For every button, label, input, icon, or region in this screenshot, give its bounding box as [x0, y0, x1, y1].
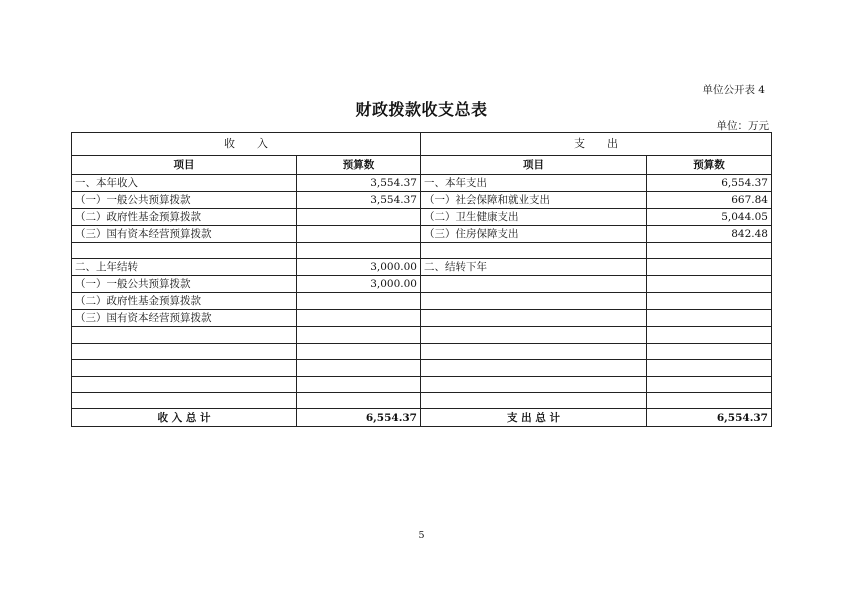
- expense-item-cell: 一、本年支出: [421, 175, 647, 192]
- income-amount-cell: 3,554.37: [297, 175, 421, 192]
- income-item-cell: （一）一般公共预算拨款: [72, 276, 297, 293]
- income-item-cell: 一、本年收入: [72, 175, 297, 192]
- table-row: [72, 343, 772, 359]
- income-amount-cell: [297, 360, 421, 376]
- table-row: [72, 327, 772, 343]
- expense-total-value: 6,554.37: [647, 409, 772, 427]
- income-amount-cell: [297, 243, 421, 259]
- expense-amount-cell: [647, 310, 772, 327]
- expense-amount-cell: [647, 243, 772, 259]
- expense-item-header: 项目: [421, 156, 647, 175]
- column-header-row: [72, 156, 772, 175]
- expense-amount-cell: 5,044.05: [647, 209, 772, 226]
- income-section-header: 收 入: [72, 133, 421, 156]
- expense-amount-cell: [647, 376, 772, 392]
- income-amount-cell: [297, 376, 421, 392]
- expense-amount-cell: [647, 343, 772, 359]
- table-row: [72, 360, 772, 376]
- expense-item-cell: [421, 243, 647, 259]
- income-item-cell: （二）政府性基金预算拨款: [72, 293, 297, 310]
- income-amount-cell: [297, 392, 421, 408]
- form-number: 单位公开表 4: [702, 84, 765, 96]
- expense-item-cell: [421, 310, 647, 327]
- expense-section-header: 支 出: [421, 133, 772, 156]
- expense-amount-cell: 6,554.37: [647, 175, 772, 192]
- income-amount-cell: [297, 209, 421, 226]
- page-title: 财政拨款收支总表: [355, 100, 488, 119]
- income-amount-cell: 3,000.00: [297, 259, 421, 276]
- unit-label: 单位：万元: [716, 120, 769, 132]
- table-row: [72, 209, 772, 226]
- table-row: [72, 310, 772, 327]
- table-row: [72, 392, 772, 408]
- expense-total-label: 支 出 总 计: [421, 409, 647, 427]
- expense-item-cell: [421, 293, 647, 310]
- income-amount-header: 预算数: [297, 156, 421, 175]
- income-item-cell: [72, 392, 297, 408]
- budget-table: [71, 132, 772, 427]
- income-item-cell: [72, 360, 297, 376]
- expense-amount-cell: [647, 293, 772, 310]
- expense-item-cell: [421, 392, 647, 408]
- income-item-cell: [72, 343, 297, 359]
- page-number: 5: [418, 530, 425, 541]
- income-item-header: 项目: [72, 156, 297, 175]
- section-header-row: [72, 133, 772, 156]
- table-row: [72, 243, 772, 259]
- table-row: [72, 259, 772, 276]
- expense-amount-cell: [647, 360, 772, 376]
- expense-amount-cell: 667.84: [647, 192, 772, 209]
- expense-item-cell: （二）卫生健康支出: [421, 209, 647, 226]
- table-row: [72, 293, 772, 310]
- income-item-cell: （二）政府性基金预算拨款: [72, 209, 297, 226]
- income-amount-cell: 3,554.37: [297, 192, 421, 209]
- income-amount-cell: [297, 327, 421, 343]
- income-amount-cell: [297, 343, 421, 359]
- table-row: [72, 276, 772, 293]
- expense-item-cell: [421, 327, 647, 343]
- income-item-cell: 二、上年结转: [72, 259, 297, 276]
- expense-amount-header: 预算数: [647, 156, 772, 175]
- expense-item-cell: [421, 360, 647, 376]
- expense-item-cell: 二、结转下年: [421, 259, 647, 276]
- income-total-label: 收 入 总 计: [72, 409, 297, 427]
- income-item-cell: [72, 327, 297, 343]
- expense-item-cell: [421, 276, 647, 293]
- income-item-cell: [72, 376, 297, 392]
- expense-amount-cell: [647, 276, 772, 293]
- income-item-cell: [72, 243, 297, 259]
- expense-item-cell: （三）住房保障支出: [421, 226, 647, 243]
- income-item-cell: （一）一般公共预算拨款: [72, 192, 297, 209]
- expense-amount-cell: [647, 392, 772, 408]
- income-amount-cell: [297, 310, 421, 327]
- income-item-cell: （三）国有资本经营预算拨款: [72, 226, 297, 243]
- income-item-cell: （三）国有资本经营预算拨款: [72, 310, 297, 327]
- income-amount-cell: 3,000.00: [297, 276, 421, 293]
- table-row: [72, 376, 772, 392]
- total-row: [72, 409, 772, 427]
- income-amount-cell: [297, 226, 421, 243]
- income-total-value: 6,554.37: [297, 409, 421, 427]
- expense-amount-cell: [647, 327, 772, 343]
- table-row: [72, 226, 772, 243]
- table-row: [72, 192, 772, 209]
- table-row: [72, 175, 772, 192]
- expense-item-cell: [421, 343, 647, 359]
- expense-amount-cell: [647, 259, 772, 276]
- expense-amount-cell: 842.48: [647, 226, 772, 243]
- income-amount-cell: [297, 293, 421, 310]
- expense-item-cell: [421, 376, 647, 392]
- expense-item-cell: （一）社会保障和就业支出: [421, 192, 647, 209]
